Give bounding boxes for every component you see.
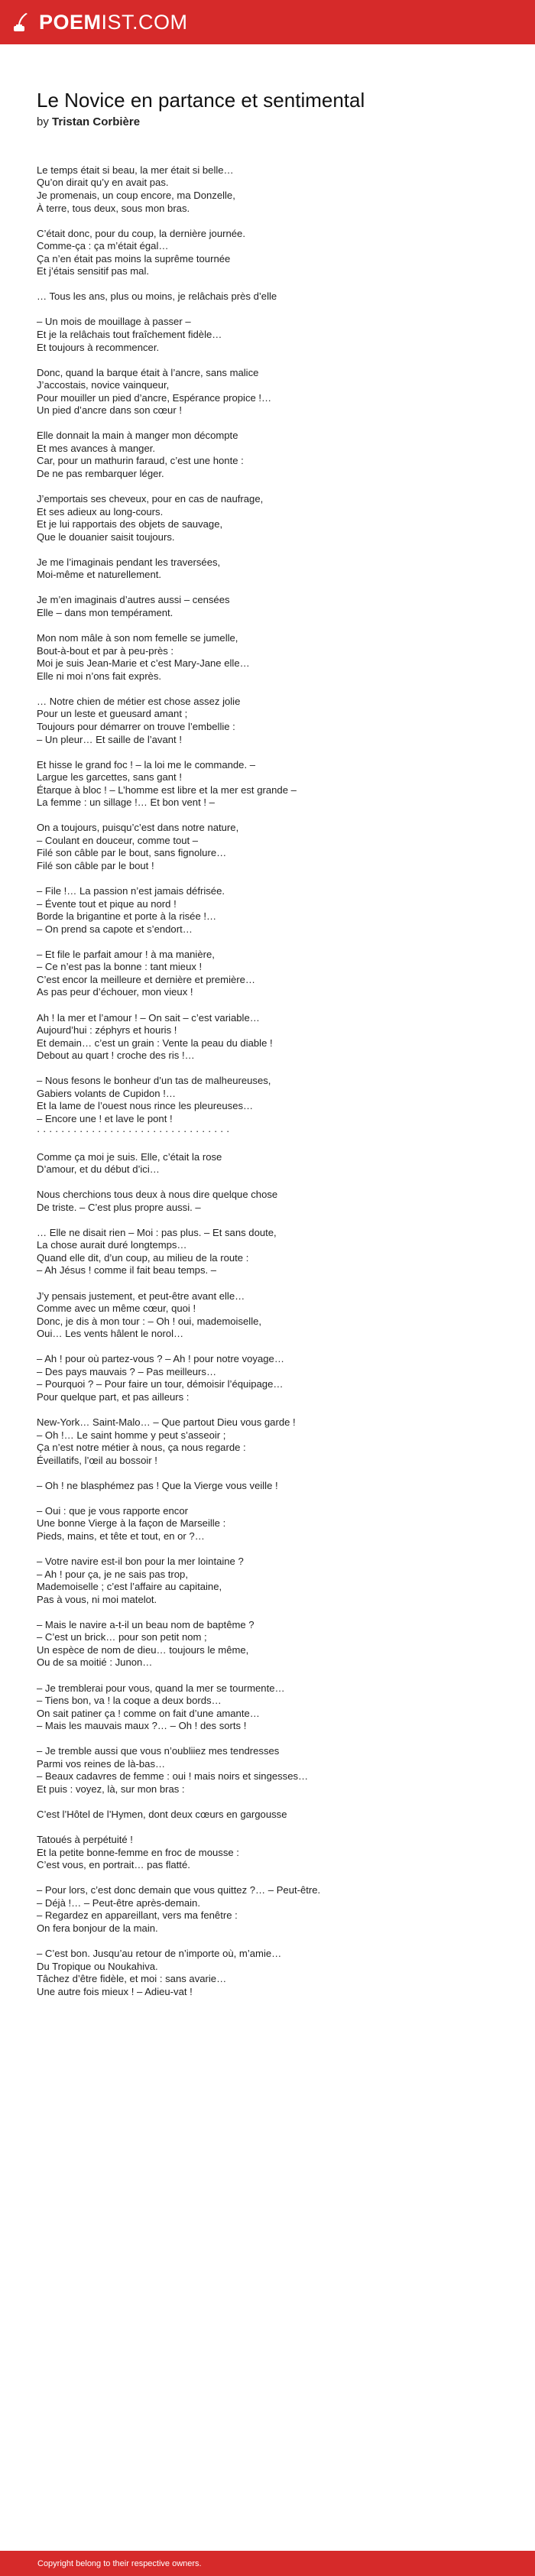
poem-line: Tâchez d’être fidèle, et moi : sans avarie… [37,1973,227,1985]
stanza [37,1556,498,1606]
stanza [37,696,498,746]
stanza [37,1809,498,1822]
poem-line: – Mais les mauvais maux ?… – Oh ! des sorts ! [37,1720,247,1732]
poem-line: – Oui : que je vous rapporte encor [37,1504,188,1517]
stanza [37,1290,498,1341]
poem-line: Tatoués à perpétuité ! [37,1834,133,1846]
stanza [37,367,498,417]
footer [0,2551,535,2576]
poem-line: – Ah ! pour ça, je ne sais pas trop, [37,1568,188,1580]
poem-line: – Et file le parfait amour ! à ma manière, [37,948,215,960]
stanza [37,556,498,582]
poem-title: Le Novice en partance et sentimental [37,89,365,112]
stanza [37,594,498,619]
poem-line: Mon nom mâle à son nom femelle se jumelle, [37,632,238,644]
poem-line: Je me l’imaginais pendant les traversées, [37,556,221,568]
poem-line: Bout-à-bout et par à peu-près : [37,644,174,657]
stanza [37,228,498,278]
poem-line: Pour un leste et gueusard amant ; [37,708,188,720]
stanza [37,1012,498,1063]
poem-line: – Coulant en douceur, comme tout – [37,834,199,846]
byline [37,115,498,128]
stanza [37,949,498,999]
poem-line: Mademoiselle ; c’est l’affaire au capitaine, [37,1581,222,1593]
poem-line: Pas à vous, ni moi matelot. [37,1593,157,1605]
poem-line: Borde la brigantine et porte à la risée !… [37,910,217,923]
poem-line: Et hisse le grand foc ! – la loi me le commande. – [37,758,256,771]
poem-line: Et la lame de l’ouest nous rince les pleureuses… [37,1100,254,1112]
poem-line: Pour mouiller un pied d’ancre, Espérance propice !… [37,391,272,404]
poem-line: On fera bonjour de la main. [37,1922,158,1934]
poem-line: – Ah Jésus ! comme il fait beau temps. – [37,1264,217,1277]
stanza [37,1682,498,1733]
poem-line: Je promenais, un coup encore, ma Donzelle, [37,189,235,201]
logo-text-bold: POEM [39,10,102,34]
stanza [37,1745,498,1796]
poem-line: – Beaux cadavres de femme : oui ! mais noirs et singesses… [37,1770,309,1783]
poem-line: Debout au quart ! croche des ris !… [37,1050,195,1062]
copyright-text: Copyright belong to their respective owners. [37,2558,202,2568]
poem-line: Comme avec un même cœur, quoi ! [37,1303,196,1315]
poem-line: – Un pleur… Et saille de l’avant ! [37,733,182,745]
poem-line: Et j’étais sensitif pas mal. [37,265,149,277]
poem-line: – Tiens bon, va ! la coque a deux bords… [37,1695,222,1707]
poem-line: Et je la relâchais tout fraîchement fidèle… [37,329,222,340]
poem-line: Et demain… c’est un grain : Vente la peau du diable ! [37,1037,273,1049]
stanza [37,430,498,480]
poem-line: Le temps était si beau, la mer était si belle… [37,164,234,176]
author-name[interactable]: Tristan Corbière [52,115,141,128]
poem-line: … Tous les ans, plus ou moins, je relâchais près d’elle [37,290,277,303]
site-logo[interactable] [11,11,188,33]
poem-line: Ça n’en était pas moins la suprême tournée [37,252,231,264]
poem-line: Oui… Les vents hâlent le norol… [37,1328,184,1340]
poem-line: Filé son câble par le bout ! [37,859,154,871]
poem-line: Du Tropique ou Noukahiva. [37,1960,158,1972]
poem-line: – Pour lors, c’est donc demain que vous quittez ?… – Peut-être. [37,1884,321,1896]
stanza [37,316,498,354]
poem-line: Moi-même et naturellement. [37,569,162,581]
poem-line: Ça n’est notre métier à nous, ça nous regarde : [37,1442,246,1454]
stanza [37,822,498,872]
poem-line: Pour quelque part, et pas ailleurs : [37,1390,190,1403]
logo-text-light: IST.COM [101,10,188,34]
poem-line: De triste. – C’est plus propre aussi. – [37,1201,201,1213]
poem-line: New-York… Saint-Malo… – Que partout Dieu vous garde ! [37,1416,296,1429]
poem-line: · · · · · · · · · · · · · · · · · · · · · · · · · · · · · · · · [37,1125,230,1137]
poem-line: Pieds, mains, et tête et tout, en or ?… [37,1530,205,1542]
poem-line: Une autre fois mieux ! – Adieu-vat ! [37,1985,193,1997]
poem-line: Car, pour un mathurin faraud, c’est une honte : [37,455,244,467]
stanza [37,290,498,303]
poem-line: – File !… La passion n’est jamais défrisée. [37,885,225,897]
poem-line: – Oh ! ne blasphémez pas ! Que la Vierge vous veille ! [37,1479,278,1491]
poem-line: Toujours pour démarrer on trouve l’embellie : [37,720,235,732]
poem-line: Aujourd’hui : zéphyrs et houris ! [37,1024,177,1037]
inkwell-quill-icon [11,11,32,33]
stanza [37,1353,498,1403]
poem-line: … Notre chien de métier est chose assez jolie [37,695,241,707]
poem-line: La chose aurait duré longtemps… [37,1239,187,1251]
poem-line: – Nous fesons le bonheur d’un tas de malheureuses, [37,1075,271,1087]
poem-line: – Votre navire est-il bon pour la mer lointaine ? [37,1556,244,1568]
poem-line: Moi je suis Jean-Marie et c’est Mary-Jane elle… [37,657,250,670]
stanza [37,164,498,215]
poem-line: Donc, quand la barque était à l’ancre, sans malice [37,366,259,378]
stanza [37,759,498,809]
stanza [37,885,498,936]
stanza [37,1151,498,1176]
poem-line: – Je tremblerai pour vous, quand la mer se tourmente… [37,1682,285,1694]
poem-line: À terre, tous deux, sous mon bras. [37,202,190,214]
stanza [37,1416,498,1467]
stanza [37,632,498,683]
stanza [37,1948,498,1998]
poem-line: Et mes avances à manger. [37,442,156,454]
poem-line: Et ses adieux au long-cours. [37,505,164,517]
poem-line: – Pourquoi ? – Pour faire un tour, démoisir l’équipage… [37,1378,284,1390]
poem-line: De ne pas rembarquer léger. [37,468,164,480]
poem-line: Que le douanier saisit toujours. [37,530,175,543]
poem-line: J’emportais ses cheveux, pour en cas de naufrage, [37,493,264,505]
poem-line: On a toujours, puisqu’c’est dans notre nature, [37,822,239,834]
stanza [37,493,498,543]
top-bar [0,0,535,44]
poem-line: Elle donnait la main à manger mon décompte [37,430,238,442]
poem-line: – Oh !… Le saint homme y peut s’asseoir ; [37,1429,226,1441]
stanza [37,1480,498,1493]
poem-line: Elle – dans mon tempérament. [37,607,173,619]
poem-line: La femme : un sillage !… Et bon vent ! – [37,796,215,809]
stanza [37,1619,498,1669]
poem-line: C’était donc, pour du coup, la dernière journée. [37,227,245,239]
poem-line: Comme-ça : ça m’était égal… [37,240,169,252]
poem-line: – Déjà !… – Peut-être après-demain. [37,1896,200,1909]
poem-line: Un espèce de nom de dieu… toujours le même, [37,1643,249,1656]
stanza [37,1227,498,1277]
poem-line: Une bonne Vierge à la façon de Marseille : [37,1517,226,1530]
poem-line: Donc, je dis à mon tour : – Oh ! oui, mademoiselle, [37,1315,262,1327]
poem-line: – C’est un brick… pour son petit nom ; [37,1631,207,1643]
poem-line: As pas peur d’échouer, mon vieux ! [37,986,193,998]
stanza [37,1075,498,1138]
poem-line: – C’est bon. Jusqu’au retour de n’importe où, m’amie… [37,1948,282,1959]
poem-line: Étarque à bloc ! – L’homme est libre et la mer est grande – [37,784,297,796]
poem-line: Gabiers volants de Cupidon !… [37,1087,176,1099]
poem-line: Parmi vos reines de là-bas… [37,1757,166,1770]
poem-line: Et puis : voyez, là, sur mon bras : [37,1783,185,1795]
poem-line: Elle ni moi n’ons fait exprès. [37,670,162,682]
poem-line: Un pied d’ancre dans son cœur ! [37,404,182,417]
poem-line: Et je lui rapportais des objets de sauvage, [37,518,223,530]
poem-line: C’est encor la meilleure et dernière et première… [37,973,256,985]
poem-line: – Je tremble aussi que vous n’oubliiez mes tendresses [37,1745,280,1757]
poem-line: Comme ça moi je suis. Elle, c’était la rose [37,1150,222,1163]
poem-line: Et la petite bonne-femme en froc de mousse : [37,1846,239,1858]
poem-content [0,89,535,1998]
poem-line: Ou de sa moitié : Junon… [37,1656,153,1669]
stanza [37,1884,498,1935]
poem-line: Qu’on dirait qu’y en avait pas. [37,177,169,189]
poem-line: – Évente tout et pique au nord ! [37,897,177,910]
poem-line: Éveillatifs, l’œil au bossoir ! [37,1454,157,1466]
poem-line: – Regardez en appareillant, vers ma fenêtre : [37,1909,238,1922]
poem-line: … Elle ne disait rien – Moi : pas plus. – Et sans doute, [37,1226,277,1238]
poem-line: – Un mois de mouillage à passer – [37,316,191,328]
poem-line: – Mais le navire a-t-il un beau nom de baptême ? [37,1618,255,1630]
stanza [37,1505,498,1543]
poem-line: Nous cherchions tous deux à nous dire quelque chose [37,1189,278,1201]
poem-line: D’amour, et du début d’ici… [37,1163,160,1176]
stanza [37,1189,498,1214]
poem-line: Ah ! la mer et l’amour ! – On sait – c’est variable… [37,1011,260,1024]
stanza [37,1834,498,1872]
poem-line: J’accostais, novice vainqueur, [37,379,170,391]
by-label: by [37,115,49,128]
poem-line: J’y pensais justement, et peut-être avant elle… [37,1290,245,1302]
poem-line: C’est l’Hôtel de l’Hymen, dont deux cœurs en gargousse [37,1808,287,1820]
poem-line: – On prend sa capote et s’endort… [37,923,193,935]
poem-line: – Des pays mauvais ? – Pas meilleurs… [37,1365,217,1377]
poem-line: Largue les garcettes, sans gant ! [37,771,182,784]
poem-line: – Encore une ! et lave le pont ! [37,1112,173,1124]
poem-line: Je m’en imaginais d’autres aussi – censées [37,594,230,606]
poem-line: – Ce n’est pas la bonne : tant mieux ! [37,961,203,973]
poem-line: Filé son câble par le bout, sans fignolure… [37,847,227,859]
poem-line: C’est vous, en portrait… pas flatté. [37,1859,190,1871]
poem-body [37,164,498,1998]
poem-line: Quand elle dit, d’un coup, au milieu de la route : [37,1251,249,1264]
poem-line: – Ah ! pour où partez-vous ? – Ah ! pour notre voyage… [37,1353,284,1365]
poem-line: On sait patiner ça ! comme on fait d’une amante… [37,1707,260,1719]
poem-line: Et toujours à recommencer. [37,341,160,353]
